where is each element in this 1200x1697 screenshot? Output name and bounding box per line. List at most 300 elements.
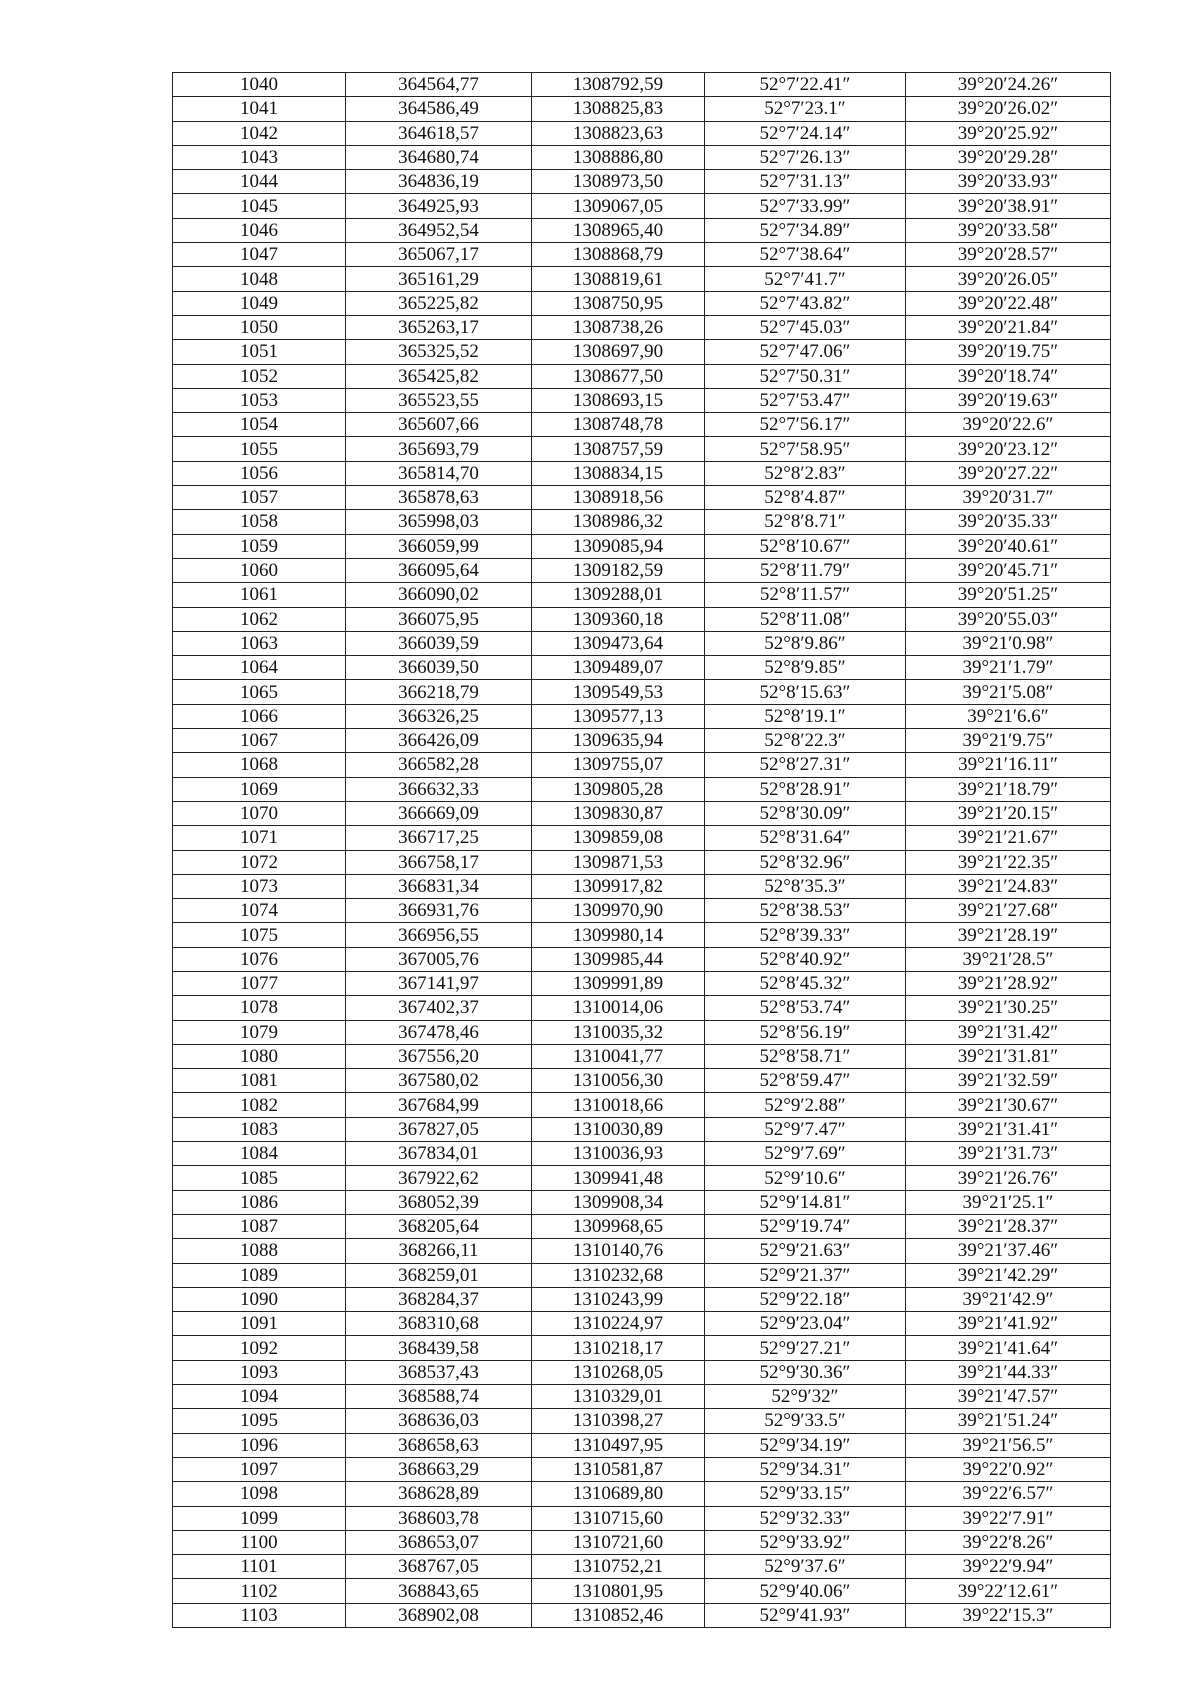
table-row — [173, 243, 1111, 267]
table-row — [173, 583, 1111, 607]
latitude-cell: 52°8′11.57″ — [705, 583, 906, 607]
longitude-cell: 39°21′20.15″ — [906, 801, 1111, 825]
y-coordinate-cell: 1309489,07 — [532, 656, 705, 680]
table-row — [173, 1457, 1111, 1481]
table-row — [173, 947, 1111, 971]
latitude-cell: 52°8′9.85″ — [705, 656, 906, 680]
longitude-cell: 39°20′22.48″ — [906, 291, 1111, 315]
point-number-cell: 1085 — [173, 1166, 346, 1190]
table-row — [173, 267, 1111, 291]
x-coordinate-cell: 367827,05 — [346, 1117, 532, 1141]
y-coordinate-cell: 1309908,34 — [532, 1190, 705, 1214]
x-coordinate-cell: 365067,17 — [346, 243, 532, 267]
point-number-cell: 1070 — [173, 801, 346, 825]
point-number-cell: 1082 — [173, 1093, 346, 1117]
longitude-cell: 39°21′56.5″ — [906, 1433, 1111, 1457]
x-coordinate-cell: 365225,82 — [346, 291, 532, 315]
longitude-cell: 39°20′40.61″ — [906, 534, 1111, 558]
longitude-cell: 39°21′31.41″ — [906, 1117, 1111, 1141]
latitude-cell: 52°9′33.15″ — [705, 1482, 906, 1506]
latitude-cell: 52°8′53.74″ — [705, 996, 906, 1020]
x-coordinate-cell: 368266,11 — [346, 1239, 532, 1263]
point-number-cell: 1071 — [173, 826, 346, 850]
latitude-cell: 52°8′30.09″ — [705, 801, 906, 825]
point-number-cell: 1063 — [173, 631, 346, 655]
x-coordinate-cell: 365523,55 — [346, 388, 532, 412]
longitude-cell: 39°20′19.75″ — [906, 340, 1111, 364]
table-row — [173, 680, 1111, 704]
table-row — [173, 1336, 1111, 1360]
point-number-cell: 1091 — [173, 1312, 346, 1336]
table-row — [173, 874, 1111, 898]
x-coordinate-cell: 367834,01 — [346, 1142, 532, 1166]
longitude-cell: 39°20′27.22″ — [906, 461, 1111, 485]
x-coordinate-cell: 368628,89 — [346, 1482, 532, 1506]
table-row — [173, 73, 1111, 97]
y-coordinate-cell: 1308677,50 — [532, 364, 705, 388]
latitude-cell: 52°9′34.31″ — [705, 1457, 906, 1481]
longitude-cell: 39°20′51.25″ — [906, 583, 1111, 607]
latitude-cell: 52°7′22.41″ — [705, 73, 906, 97]
latitude-cell: 52°7′33.99″ — [705, 194, 906, 218]
point-number-cell: 1084 — [173, 1142, 346, 1166]
y-coordinate-cell: 1310014,06 — [532, 996, 705, 1020]
x-coordinate-cell: 365425,82 — [346, 364, 532, 388]
y-coordinate-cell: 1308697,90 — [532, 340, 705, 364]
point-number-cell: 1073 — [173, 874, 346, 898]
latitude-cell: 52°7′47.06″ — [705, 340, 906, 364]
longitude-cell: 39°20′28.57″ — [906, 243, 1111, 267]
point-number-cell: 1053 — [173, 388, 346, 412]
y-coordinate-cell: 1309085,94 — [532, 534, 705, 558]
x-coordinate-cell: 364925,93 — [346, 194, 532, 218]
x-coordinate-cell: 368259,01 — [346, 1263, 532, 1287]
x-coordinate-cell: 366075,95 — [346, 607, 532, 631]
longitude-cell: 39°20′55.03″ — [906, 607, 1111, 631]
longitude-cell: 39°21′5.08″ — [906, 680, 1111, 704]
x-coordinate-cell: 367005,76 — [346, 947, 532, 971]
table-row — [173, 1385, 1111, 1409]
table-row — [173, 1166, 1111, 1190]
table-row — [173, 510, 1111, 534]
table-row — [173, 1239, 1111, 1263]
latitude-cell: 52°8′9.86″ — [705, 631, 906, 655]
latitude-cell: 52°8′10.67″ — [705, 534, 906, 558]
x-coordinate-cell: 364836,19 — [346, 170, 532, 194]
point-number-cell: 1062 — [173, 607, 346, 631]
y-coordinate-cell: 1310581,87 — [532, 1457, 705, 1481]
longitude-cell: 39°21′47.57″ — [906, 1385, 1111, 1409]
y-coordinate-cell: 1310030,89 — [532, 1117, 705, 1141]
y-coordinate-cell: 1308693,15 — [532, 388, 705, 412]
latitude-cell: 52°8′31.64″ — [705, 826, 906, 850]
y-coordinate-cell: 1308918,56 — [532, 486, 705, 510]
latitude-cell: 52°9′33.92″ — [705, 1530, 906, 1554]
table-row — [173, 1263, 1111, 1287]
table-row — [173, 534, 1111, 558]
point-number-cell: 1098 — [173, 1482, 346, 1506]
x-coordinate-cell: 368284,37 — [346, 1287, 532, 1311]
latitude-cell: 52°8′56.19″ — [705, 1020, 906, 1044]
latitude-cell: 52°9′30.36″ — [705, 1360, 906, 1384]
point-number-cell: 1092 — [173, 1336, 346, 1360]
point-number-cell: 1067 — [173, 729, 346, 753]
x-coordinate-cell: 367478,46 — [346, 1020, 532, 1044]
y-coordinate-cell: 1309980,14 — [532, 923, 705, 947]
y-coordinate-cell: 1308886,80 — [532, 145, 705, 169]
point-number-cell: 1045 — [173, 194, 346, 218]
latitude-cell: 52°8′59.47″ — [705, 1069, 906, 1093]
y-coordinate-cell: 1310218,17 — [532, 1336, 705, 1360]
latitude-cell: 52°9′2.88″ — [705, 1093, 906, 1117]
point-number-cell: 1061 — [173, 583, 346, 607]
y-coordinate-cell: 1308973,50 — [532, 170, 705, 194]
x-coordinate-cell: 367141,97 — [346, 971, 532, 995]
y-coordinate-cell: 1308792,59 — [532, 73, 705, 97]
latitude-cell: 52°8′8.71″ — [705, 510, 906, 534]
y-coordinate-cell: 1310243,99 — [532, 1287, 705, 1311]
y-coordinate-cell: 1309635,94 — [532, 729, 705, 753]
longitude-cell: 39°22′6.57″ — [906, 1482, 1111, 1506]
point-number-cell: 1076 — [173, 947, 346, 971]
y-coordinate-cell: 1310036,93 — [532, 1142, 705, 1166]
point-number-cell: 1057 — [173, 486, 346, 510]
x-coordinate-cell: 366059,99 — [346, 534, 532, 558]
coordinates-table — [172, 72, 1111, 1628]
x-coordinate-cell: 368902,08 — [346, 1603, 532, 1627]
y-coordinate-cell: 1310398,27 — [532, 1409, 705, 1433]
table-row — [173, 1117, 1111, 1141]
longitude-cell: 39°21′27.68″ — [906, 899, 1111, 923]
latitude-cell: 52°9′21.63″ — [705, 1239, 906, 1263]
point-number-cell: 1040 — [173, 73, 346, 97]
y-coordinate-cell: 1308748,78 — [532, 413, 705, 437]
x-coordinate-cell: 366582,28 — [346, 753, 532, 777]
longitude-cell: 39°20′31.7″ — [906, 486, 1111, 510]
latitude-cell: 52°8′19.1″ — [705, 704, 906, 728]
latitude-cell: 52°8′38.53″ — [705, 899, 906, 923]
longitude-cell: 39°20′45.71″ — [906, 558, 1111, 582]
y-coordinate-cell: 1310056,30 — [532, 1069, 705, 1093]
x-coordinate-cell: 366931,76 — [346, 899, 532, 923]
point-number-cell: 1078 — [173, 996, 346, 1020]
x-coordinate-cell: 366717,25 — [346, 826, 532, 850]
x-coordinate-cell: 368767,05 — [346, 1555, 532, 1579]
x-coordinate-cell: 365607,66 — [346, 413, 532, 437]
longitude-cell: 39°21′44.33″ — [906, 1360, 1111, 1384]
y-coordinate-cell: 1310035,32 — [532, 1020, 705, 1044]
x-coordinate-cell: 368588,74 — [346, 1385, 532, 1409]
latitude-cell: 52°8′2.83″ — [705, 461, 906, 485]
table-row — [173, 1069, 1111, 1093]
y-coordinate-cell: 1309288,01 — [532, 583, 705, 607]
table-row — [173, 145, 1111, 169]
latitude-cell: 52°8′11.08″ — [705, 607, 906, 631]
table-row — [173, 826, 1111, 850]
latitude-cell: 52°7′34.89″ — [705, 218, 906, 242]
table-row — [173, 753, 1111, 777]
y-coordinate-cell: 1309991,89 — [532, 971, 705, 995]
x-coordinate-cell: 366326,25 — [346, 704, 532, 728]
point-number-cell: 1050 — [173, 315, 346, 339]
latitude-cell: 52°8′35.3″ — [705, 874, 906, 898]
y-coordinate-cell: 1309805,28 — [532, 777, 705, 801]
x-coordinate-cell: 367402,37 — [346, 996, 532, 1020]
point-number-cell: 1094 — [173, 1385, 346, 1409]
point-number-cell: 1060 — [173, 558, 346, 582]
longitude-cell: 39°20′33.58″ — [906, 218, 1111, 242]
longitude-cell: 39°21′21.67″ — [906, 826, 1111, 850]
x-coordinate-cell: 366956,55 — [346, 923, 532, 947]
longitude-cell: 39°20′26.02″ — [906, 97, 1111, 121]
x-coordinate-cell: 366758,17 — [346, 850, 532, 874]
point-number-cell: 1049 — [173, 291, 346, 315]
table-row — [173, 1093, 1111, 1117]
table-row — [173, 1433, 1111, 1457]
y-coordinate-cell: 1309067,05 — [532, 194, 705, 218]
point-number-cell: 1051 — [173, 340, 346, 364]
table-row — [173, 194, 1111, 218]
table-row — [173, 1044, 1111, 1068]
longitude-cell: 39°21′28.92″ — [906, 971, 1111, 995]
x-coordinate-cell: 364952,54 — [346, 218, 532, 242]
longitude-cell: 39°21′30.67″ — [906, 1093, 1111, 1117]
table-row — [173, 1482, 1111, 1506]
longitude-cell: 39°21′37.46″ — [906, 1239, 1111, 1263]
y-coordinate-cell: 1310018,66 — [532, 1093, 705, 1117]
y-coordinate-cell: 1310689,80 — [532, 1482, 705, 1506]
y-coordinate-cell: 1309985,44 — [532, 947, 705, 971]
table-row — [173, 996, 1111, 1020]
table-row — [173, 1603, 1111, 1627]
latitude-cell: 52°9′34.19″ — [705, 1433, 906, 1457]
y-coordinate-cell: 1310721,60 — [532, 1530, 705, 1554]
point-number-cell: 1087 — [173, 1214, 346, 1238]
point-number-cell: 1093 — [173, 1360, 346, 1384]
x-coordinate-cell: 365814,70 — [346, 461, 532, 485]
x-coordinate-cell: 368603,78 — [346, 1506, 532, 1530]
latitude-cell: 52°9′23.04″ — [705, 1312, 906, 1336]
longitude-cell: 39°20′18.74″ — [906, 364, 1111, 388]
latitude-cell: 52°7′24.14″ — [705, 121, 906, 145]
latitude-cell: 52°8′40.92″ — [705, 947, 906, 971]
table-row — [173, 801, 1111, 825]
point-number-cell: 1081 — [173, 1069, 346, 1093]
x-coordinate-cell: 367922,62 — [346, 1166, 532, 1190]
latitude-cell: 52°7′53.47″ — [705, 388, 906, 412]
table-row — [173, 777, 1111, 801]
table-row — [173, 461, 1111, 485]
table-row — [173, 607, 1111, 631]
latitude-cell: 52°9′10.6″ — [705, 1166, 906, 1190]
table-row — [173, 1409, 1111, 1433]
longitude-cell: 39°21′31.81″ — [906, 1044, 1111, 1068]
y-coordinate-cell: 1310715,60 — [532, 1506, 705, 1530]
x-coordinate-cell: 368052,39 — [346, 1190, 532, 1214]
x-coordinate-cell: 366632,33 — [346, 777, 532, 801]
longitude-cell: 39°21′22.35″ — [906, 850, 1111, 874]
x-coordinate-cell: 365998,03 — [346, 510, 532, 534]
latitude-cell: 52°9′7.69″ — [705, 1142, 906, 1166]
latitude-cell: 52°9′22.18″ — [705, 1287, 906, 1311]
y-coordinate-cell: 1308750,95 — [532, 291, 705, 315]
x-coordinate-cell: 365878,63 — [346, 486, 532, 510]
longitude-cell: 39°21′31.42″ — [906, 1020, 1111, 1044]
y-coordinate-cell: 1308825,83 — [532, 97, 705, 121]
latitude-cell: 52°7′23.1″ — [705, 97, 906, 121]
latitude-cell: 52°8′28.91″ — [705, 777, 906, 801]
table-row — [173, 413, 1111, 437]
longitude-cell: 39°20′35.33″ — [906, 510, 1111, 534]
table-row — [173, 437, 1111, 461]
longitude-cell: 39°20′29.28″ — [906, 145, 1111, 169]
longitude-cell: 39°21′1.79″ — [906, 656, 1111, 680]
latitude-cell: 52°7′50.31″ — [705, 364, 906, 388]
longitude-cell: 39°22′12.61″ — [906, 1579, 1111, 1603]
longitude-cell: 39°21′30.25″ — [906, 996, 1111, 1020]
y-coordinate-cell: 1310268,05 — [532, 1360, 705, 1384]
latitude-cell: 52°8′4.87″ — [705, 486, 906, 510]
table-row — [173, 218, 1111, 242]
table-row — [173, 656, 1111, 680]
latitude-cell: 52°9′19.74″ — [705, 1214, 906, 1238]
point-number-cell: 1083 — [173, 1117, 346, 1141]
point-number-cell: 1095 — [173, 1409, 346, 1433]
latitude-cell: 52°7′58.95″ — [705, 437, 906, 461]
table-row — [173, 1579, 1111, 1603]
coordinates-table-body — [173, 73, 1111, 1628]
table-row — [173, 923, 1111, 947]
longitude-cell: 39°22′9.94″ — [906, 1555, 1111, 1579]
table-row — [173, 1360, 1111, 1384]
table-row — [173, 1506, 1111, 1530]
longitude-cell: 39°21′42.29″ — [906, 1263, 1111, 1287]
y-coordinate-cell: 1309473,64 — [532, 631, 705, 655]
y-coordinate-cell: 1309182,59 — [532, 558, 705, 582]
point-number-cell: 1042 — [173, 121, 346, 145]
point-number-cell: 1088 — [173, 1239, 346, 1263]
y-coordinate-cell: 1308986,32 — [532, 510, 705, 534]
y-coordinate-cell: 1308738,26 — [532, 315, 705, 339]
longitude-cell: 39°21′41.64″ — [906, 1336, 1111, 1360]
latitude-cell: 52°8′39.33″ — [705, 923, 906, 947]
table-row — [173, 971, 1111, 995]
point-number-cell: 1055 — [173, 437, 346, 461]
point-number-cell: 1077 — [173, 971, 346, 995]
x-coordinate-cell: 368439,58 — [346, 1336, 532, 1360]
y-coordinate-cell: 1310041,77 — [532, 1044, 705, 1068]
longitude-cell: 39°21′32.59″ — [906, 1069, 1111, 1093]
latitude-cell: 52°9′14.81″ — [705, 1190, 906, 1214]
x-coordinate-cell: 367580,02 — [346, 1069, 532, 1093]
longitude-cell: 39°22′0.92″ — [906, 1457, 1111, 1481]
latitude-cell: 52°7′43.82″ — [705, 291, 906, 315]
y-coordinate-cell: 1310497,95 — [532, 1433, 705, 1457]
longitude-cell: 39°21′26.76″ — [906, 1166, 1111, 1190]
point-number-cell: 1065 — [173, 680, 346, 704]
x-coordinate-cell: 365161,29 — [346, 267, 532, 291]
longitude-cell: 39°20′38.91″ — [906, 194, 1111, 218]
x-coordinate-cell: 365693,79 — [346, 437, 532, 461]
longitude-cell: 39°21′24.83″ — [906, 874, 1111, 898]
table-row — [173, 388, 1111, 412]
point-number-cell: 1072 — [173, 850, 346, 874]
latitude-cell: 52°9′21.37″ — [705, 1263, 906, 1287]
point-number-cell: 1101 — [173, 1555, 346, 1579]
longitude-cell: 39°21′28.19″ — [906, 923, 1111, 947]
y-coordinate-cell: 1310329,01 — [532, 1385, 705, 1409]
latitude-cell: 52°8′45.32″ — [705, 971, 906, 995]
point-number-cell: 1054 — [173, 413, 346, 437]
table-row — [173, 486, 1111, 510]
table-row — [173, 1190, 1111, 1214]
longitude-cell: 39°20′19.63″ — [906, 388, 1111, 412]
y-coordinate-cell: 1309859,08 — [532, 826, 705, 850]
latitude-cell: 52°9′32″ — [705, 1385, 906, 1409]
table-row — [173, 1020, 1111, 1044]
longitude-cell: 39°20′24.26″ — [906, 73, 1111, 97]
table-row — [173, 1142, 1111, 1166]
point-number-cell: 1096 — [173, 1433, 346, 1457]
y-coordinate-cell: 1309941,48 — [532, 1166, 705, 1190]
point-number-cell: 1086 — [173, 1190, 346, 1214]
longitude-cell: 39°21′41.92″ — [906, 1312, 1111, 1336]
x-coordinate-cell: 368663,29 — [346, 1457, 532, 1481]
longitude-cell: 39°21′31.73″ — [906, 1142, 1111, 1166]
y-coordinate-cell: 1309970,90 — [532, 899, 705, 923]
latitude-cell: 52°8′15.63″ — [705, 680, 906, 704]
y-coordinate-cell: 1309549,53 — [532, 680, 705, 704]
longitude-cell: 39°21′0.98″ — [906, 631, 1111, 655]
table-row — [173, 729, 1111, 753]
point-number-cell: 1069 — [173, 777, 346, 801]
table-row — [173, 364, 1111, 388]
point-number-cell: 1089 — [173, 1263, 346, 1287]
x-coordinate-cell: 366218,79 — [346, 680, 532, 704]
longitude-cell: 39°21′6.6″ — [906, 704, 1111, 728]
latitude-cell: 52°7′41.7″ — [705, 267, 906, 291]
latitude-cell: 52°9′27.21″ — [705, 1336, 906, 1360]
x-coordinate-cell: 365325,52 — [346, 340, 532, 364]
latitude-cell: 52°7′31.13″ — [705, 170, 906, 194]
point-number-cell: 1043 — [173, 145, 346, 169]
x-coordinate-cell: 366039,50 — [346, 656, 532, 680]
point-number-cell: 1046 — [173, 218, 346, 242]
y-coordinate-cell: 1308823,63 — [532, 121, 705, 145]
table-row — [173, 340, 1111, 364]
y-coordinate-cell: 1308834,15 — [532, 461, 705, 485]
table-row — [173, 1214, 1111, 1238]
table-row — [173, 631, 1111, 655]
longitude-cell: 39°22′7.91″ — [906, 1506, 1111, 1530]
point-number-cell: 1068 — [173, 753, 346, 777]
table-row — [173, 558, 1111, 582]
y-coordinate-cell: 1310852,46 — [532, 1603, 705, 1627]
longitude-cell: 39°22′15.3″ — [906, 1603, 1111, 1627]
latitude-cell: 52°9′41.93″ — [705, 1603, 906, 1627]
y-coordinate-cell: 1308965,40 — [532, 218, 705, 242]
point-number-cell: 1041 — [173, 97, 346, 121]
longitude-cell: 39°21′9.75″ — [906, 729, 1111, 753]
longitude-cell: 39°20′33.93″ — [906, 170, 1111, 194]
x-coordinate-cell: 366426,09 — [346, 729, 532, 753]
x-coordinate-cell: 367556,20 — [346, 1044, 532, 1068]
longitude-cell: 39°20′23.12″ — [906, 437, 1111, 461]
latitude-cell: 52°8′27.31″ — [705, 753, 906, 777]
latitude-cell: 52°8′32.96″ — [705, 850, 906, 874]
point-number-cell: 1059 — [173, 534, 346, 558]
x-coordinate-cell: 364618,57 — [346, 121, 532, 145]
